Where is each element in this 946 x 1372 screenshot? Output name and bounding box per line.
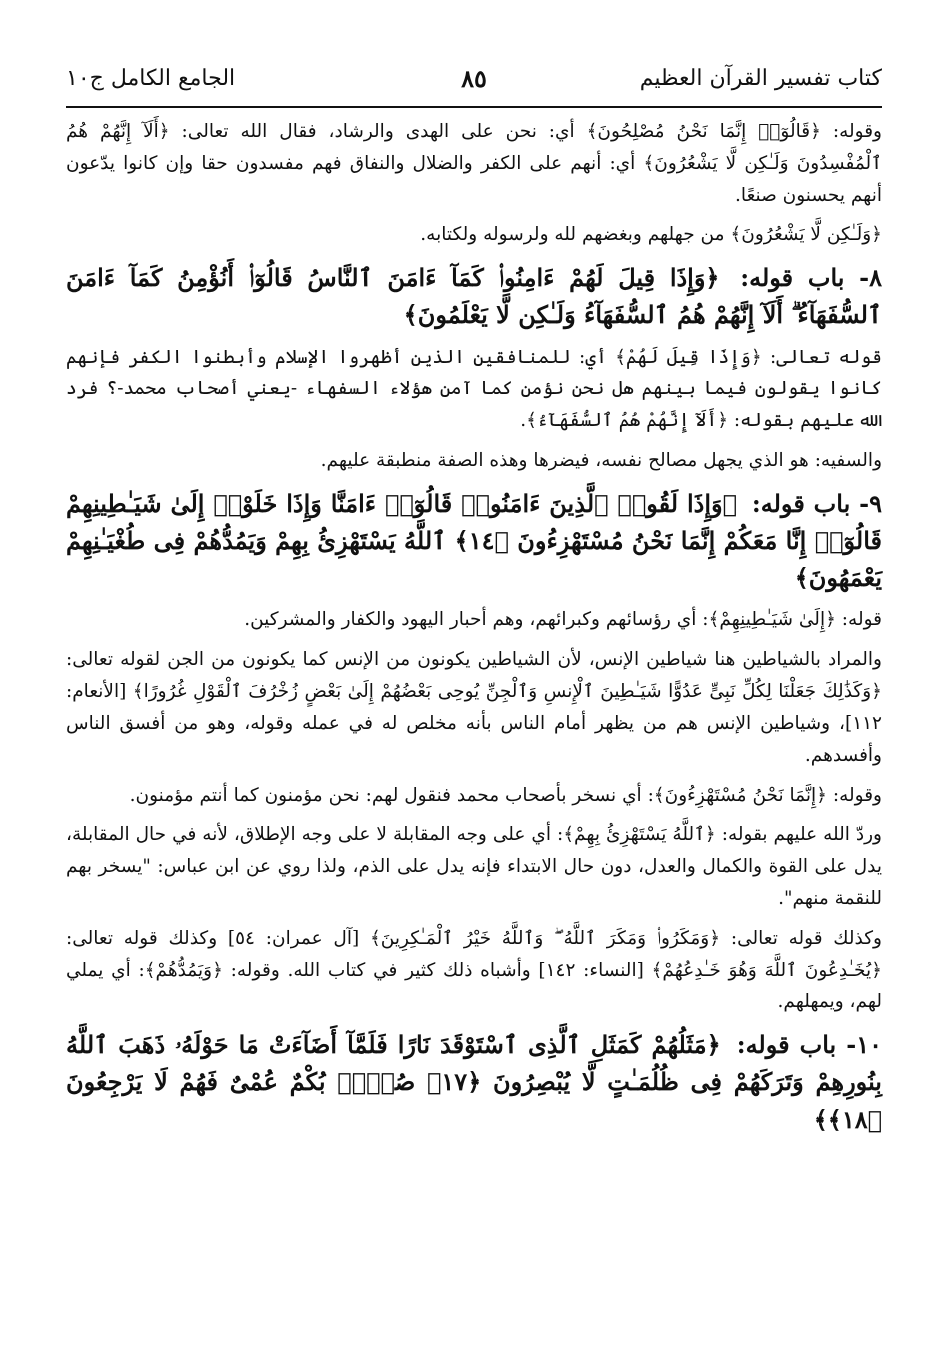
quran-verse: ﴿مَثَلُهُمْ كَمَثَلِ ٱلَّذِى ٱسْتَوْقَدَ نَارًا فَلَمَّآ أَضَآءَتْ مَا حَوْلَهُۥ ذَهَبَ ٱللَّهُ بِنُورِهِمْ وَتَرَكَهُمْ فِى ظُلُمَـٰتٍ لَّا يُبْصِرُونَ ﴿١٧﴾ صُمٌّۢ بُكْمٌ عُمْىٌ فَهُمْ لَا يَرْجِعُونَ ﴿١٨﴾﴾ (66, 1030, 882, 1134)
volume-label: الجامع الكامل ج١٠ (66, 66, 236, 91)
chapter-heading (66, 485, 882, 597)
chapter-label: ٨- باب قوله: (740, 263, 882, 293)
page-number: ٨٥ (461, 64, 487, 93)
page-body (66, 116, 882, 1146)
paragraph: وقوله: ﴿إِنَّمَا نَحْنُ مُسْتَهْزِءُونَ﴾: أي نسخر بأصحاب محمد فنقول لهم: نحن مؤمنون كما أنتم مؤمنون. (129, 784, 882, 806)
header-rule (66, 106, 882, 108)
book-title: كتاب تفسير القرآن العظيم (639, 66, 882, 91)
quran-verse: ﴿وَإِذَا قِيلَ لَهُمْ ءَامِنُوا۟ كَمَآ ءَامَنَ ٱلنَّاسُ قَالُوٓا۟ أَنُؤْمِنُ كَمَآ ءَامَنَ ٱلسُّفَهَآءُ ۗ أَلَآ إِنَّهُمْ هُمُ ٱلسُّفَهَآءُ وَلَـٰكِن لَّا يَعْلَمُونَ﴾ (66, 263, 882, 330)
chapter-heading (66, 259, 882, 333)
paragraph: ﴿وَلَـٰكِن لَّا يَشْعُرُونَ﴾ من جهلهم وبغضهم لله ولرسوله ولكتابه. (420, 224, 882, 246)
paragraph: وكذلك قوله تعالى: ﴿وَمَكَرُوا۟ وَمَكَرَ ٱللَّهُ ۖ وَٱللَّهُ خَيْرُ ٱلْمَـٰكِرِينَ﴾ [آل عمران: ٥٤] وكذلك قوله تعالى: ﴿يُخَـٰدِعُونَ ٱللَّهَ وَهُوَ خَـٰدِعُهُمْ﴾ [النساء: ١٤٢] وأشباه ذلك كثير في كتاب الله. وقوله: ﴿وَيَمُدُّهُمْ﴾: أي يملي لهم، ويمهلهم. (66, 927, 882, 1013)
page-header (66, 58, 882, 108)
chapter-label: ٩- باب قوله: (751, 488, 882, 518)
paragraph: والسفيه: هو الذي يجهل مصالح نفسه، فيضرها وهذه الصفة منطبقة عليهم. (320, 450, 882, 472)
paragraph: وقوله: ﴿قَالُوٓا۟ إِنَّمَا نَحْنُ مُصْلِحُونَ﴾ أي: نحن على الهدى والرشاد، فقال الله تعالى: ﴿أَلَآ إِنَّهُمْ هُمُ ٱلْمُفْسِدُونَ وَلَـٰكِن لَّا يَشْعُرُونَ﴾ أي: أنهم على الكفر والضلال والنفاق فهم مفسدون حقا وإن كانوا يدّعون أنهم يحسنون صنعًا. (66, 121, 882, 206)
paragraph: قوله: ﴿إِلَىٰ شَيَـٰطِينِهِمْ﴾: أي رؤسائهم وكبرائهم، وهم أحبار اليهود والكفار والمشركين. (244, 609, 882, 631)
chapter-label: ١٠- باب قوله: (736, 1030, 883, 1060)
paragraph: وردّ الله عليهم بقوله: ﴿ٱللَّهُ يَسْتَهْزِئُ بِهِمْ﴾: أي على وجه المقابلة لا على وجه الإطلاق، لأنه في حال المقابلة، يدل على القوة والكمال والعدل، دون حال الابتداء فإنه يدل على الذم، ولذا روي عن ابن عباس: "يسخر بهم للنقمة منهم". (66, 824, 882, 909)
paragraph: قوله تعالى: ﴿وَإِذَا قِيلَ لَهُمْ﴾ أي: للمنافقين الذين أظهروا الإسلام وأبطنوا الكفر فإنهم كانوا يقولون فيما بينهم هل نحن نؤمن كما آمن هؤلاء السفهاء -يعني أصحاب محمد-؟ فرد الله عليهم بقوله: ﴿أَلَآ إِنَّهُمْ هُمُ ٱلسُّفَهَآءُ﴾. (66, 346, 882, 432)
chapter-heading (66, 1026, 882, 1138)
quran-verse: ﴿وَإِذَا لَقُوا۟ ٱلَّذِينَ ءَامَنُوا۟ قَالُوٓا۟ ءَامَنَّا وَإِذَا خَلَوْا۟ إِلَىٰ شَيَـٰطِينِهِمْ قَالُوٓا۟ إِنَّا مَعَكُمْ إِنَّمَا نَحْنُ مُسْتَهْزِءُونَ ﴿١٤﴾ ٱللَّهُ يَسْتَهْزِئُ بِهِمْ وَيَمُدُّهُمْ فِى طُغْيَـٰنِهِمْ يَعْمَهُونَ﴾ (66, 488, 882, 593)
paragraph: والمراد بالشياطين هنا شياطين الإنس، لأن الشياطين يكونون من الإنس كما يكونون من الجن لقوله تعالى: ﴿وَكَذَٰلِكَ جَعَلْنَا لِكُلِّ نَبِىٍّ عَدُوًّا شَيَـٰطِينَ ٱلْإِنسِ وَٱلْجِنِّ يُوحِى بَعْضُهُمْ إِلَىٰ بَعْضٍ زُخْرُفَ ٱلْقَوْلِ غُرُورًا﴾ [الأنعام: ١١٢]، وشياطين الإنس هم من يظهر أمام الناس بأنه مخلص له في عمله وقوله، وهو من أفسق الناس وأفسدهم. (66, 649, 882, 766)
